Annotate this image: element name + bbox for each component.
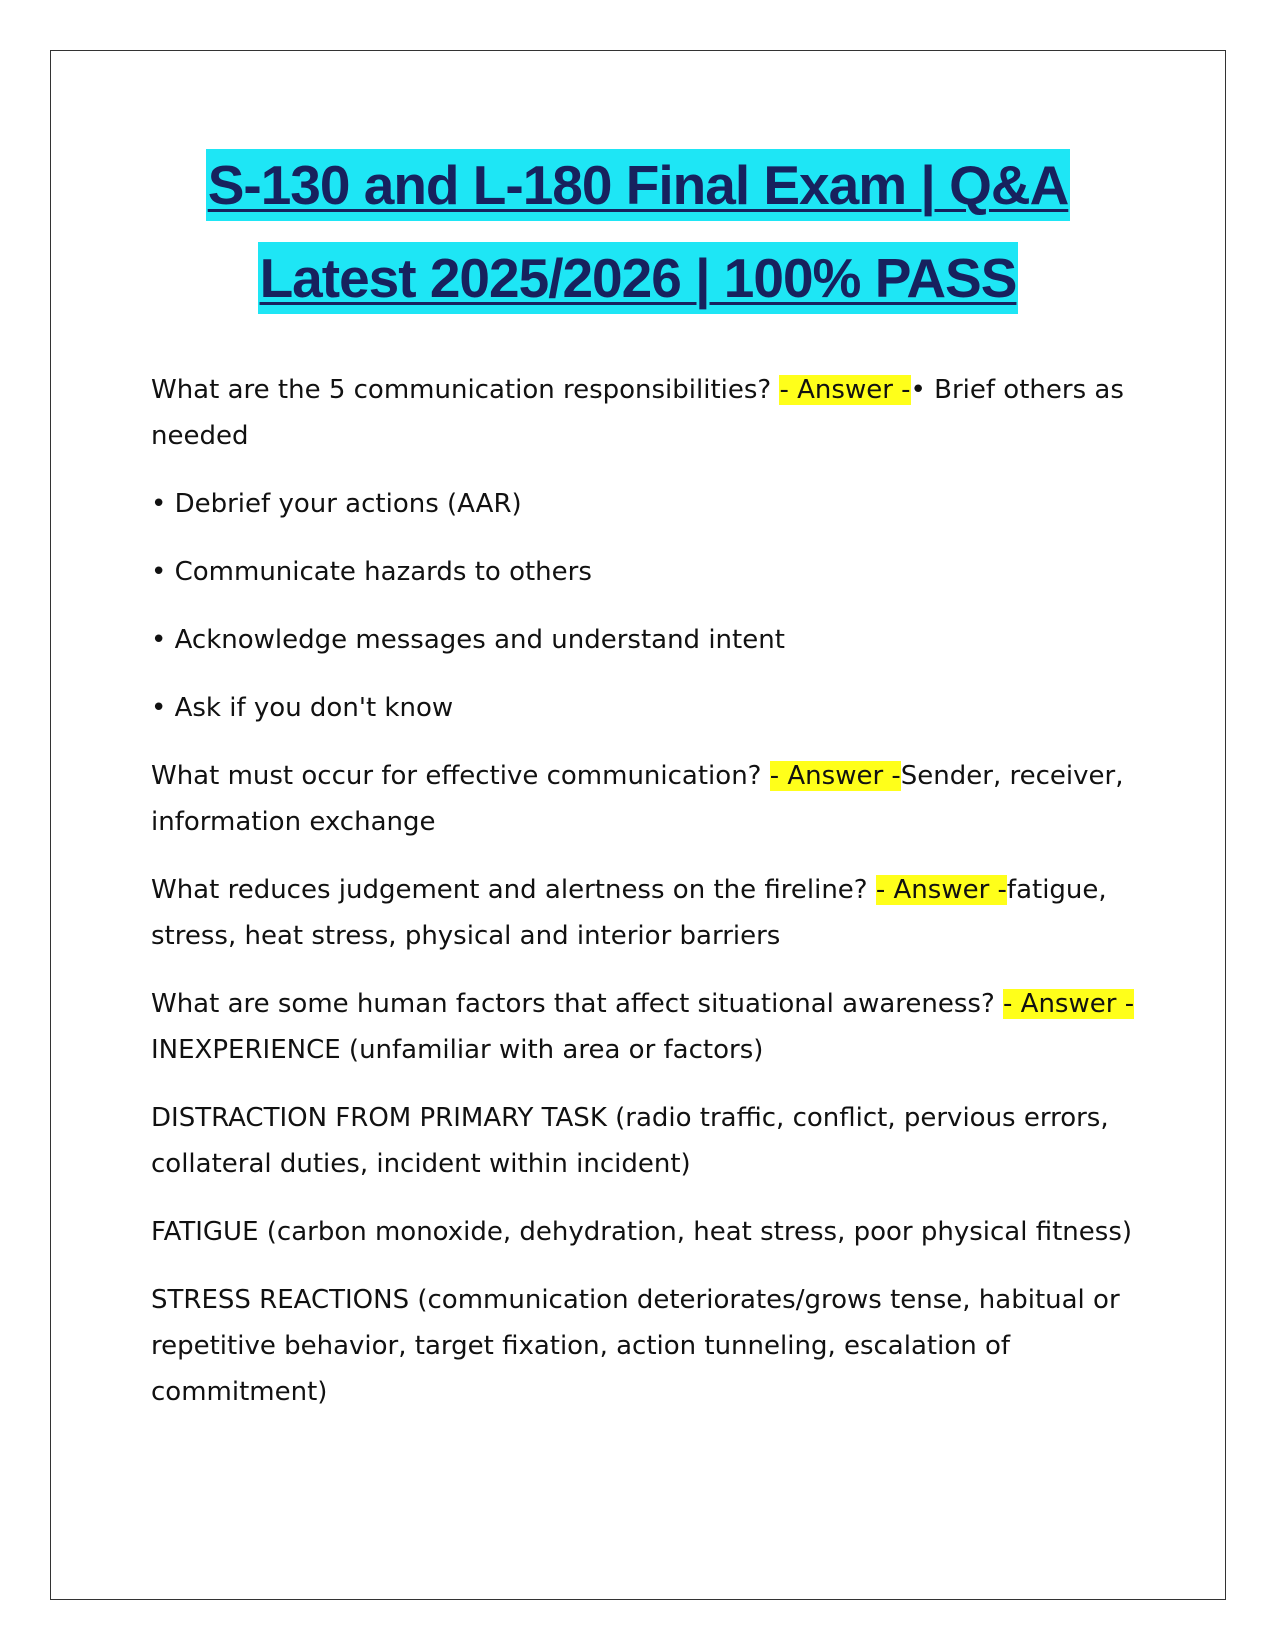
question-text: What must occur for effective communication? xyxy=(151,761,770,791)
title-line-2: Latest 2025/2026 | 100% PASS xyxy=(258,242,1019,314)
qa-item-2 xyxy=(151,753,1141,845)
answer-marker: - Answer - xyxy=(769,761,901,791)
question-text: What are some human factors that affect situational awareness? xyxy=(151,989,1004,1019)
answer-paragraph: FATIGUE (carbon monoxide, dehydration, heat stress, poor physical fitness) xyxy=(151,1217,1133,1247)
qa-item-4 xyxy=(151,981,1141,1073)
title-line-1: S-130 and L-180 Final Exam | Q&A xyxy=(206,149,1071,221)
qa-item-1 xyxy=(151,367,1141,459)
answer-marker: - Answer - xyxy=(779,375,911,405)
qa-item-3 xyxy=(151,867,1141,959)
answer-paragraph: DISTRACTION FROM PRIMARY TASK (radio traffic, conflict, pervious errors, collateral duties, incident within incident) xyxy=(151,1103,1109,1179)
bullet-item: • Ask if you don't know xyxy=(151,693,454,723)
answer-paragraph: STRESS REACTIONS (communication deteriorates/grows tense, habitual or repetitive behavior, target fixation, action tunneling, escalation of commitment) xyxy=(151,1285,1120,1407)
question-text: What reduces judgement and alertness on the fireline? xyxy=(151,875,876,905)
question-text: What are the 5 communication responsibilities? xyxy=(151,375,780,405)
answer-text: INEXPERIENCE (unfamiliar with area or factors) xyxy=(151,1035,764,1065)
answer-marker: - Answer - xyxy=(1003,989,1135,1019)
bullet-item: • Debrief your actions (AAR) xyxy=(151,489,522,519)
answer-text: • Brief others as needed xyxy=(151,375,1124,451)
answer-marker: - Answer - xyxy=(875,875,1007,905)
bullet-item: • Acknowledge messages and understand intent xyxy=(151,625,785,655)
document-title xyxy=(50,142,1226,328)
answer-text: Sender, receiver, information exchange xyxy=(151,761,1124,837)
bullet-item: • Communicate hazards to others xyxy=(151,557,592,587)
answer-text: fatigue, stress, heat stress, physical and interior barriers xyxy=(151,875,1107,951)
qa-content xyxy=(151,367,1141,1437)
